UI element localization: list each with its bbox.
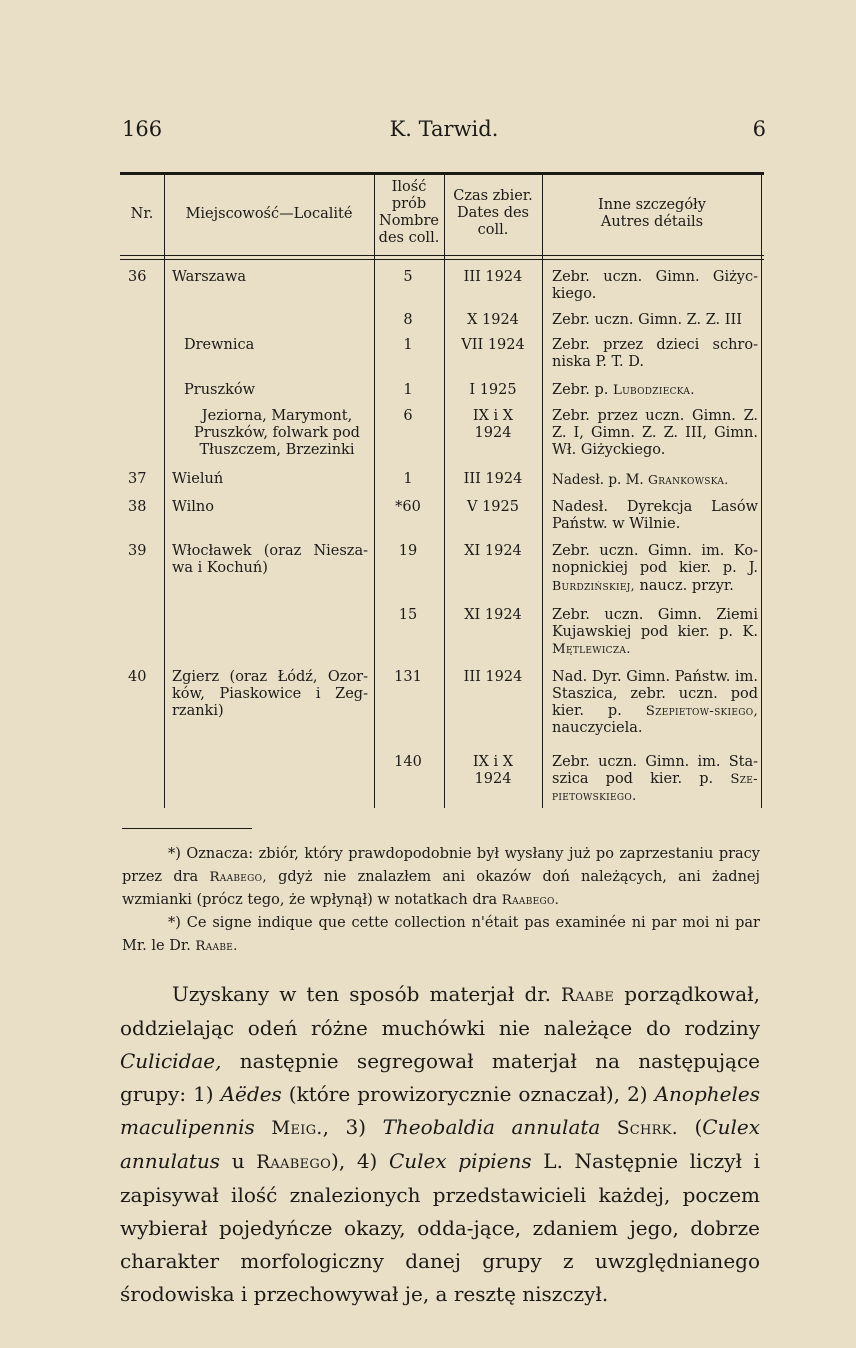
footnote-rule <box>122 828 252 829</box>
header-notes: Inne szczegóły Autres détails <box>598 197 706 230</box>
header-count: Ilość prób Nombre des coll. <box>378 179 440 246</box>
header-date: Czas zbier. Dates des coll. <box>453 188 533 238</box>
body-text <box>120 978 760 1311</box>
table-top-rule <box>120 172 764 175</box>
page-number: 166 <box>122 117 163 141</box>
col-divider-3 <box>444 172 445 808</box>
collection-table: Nr. Miejscowość—Localité Ilość prób Nombre des coll. Czas zbier. Dates des coll. Inne szczegóły Autres détails 36 Warszawa 5 III 1924 Zebr. uczn. Gimn. Giżyc-kiego. 8 X 1924 Zebr. uczn. Gimn. Z. Z. III Drewnica 1 VII 1924 Zebr. przez dzieci schro-niska P. T. D. Pruszków 1 I 1925 Zebr. p. Lubodziecka. Jeziorna, Marymont, Pruszków, folwark pod Tłuszczem, Brzezinki 6 IX i X 1924 Zebr. przez uczn. Gimn. Z. Z. I, Gimn. Z. Z. III, Gimn. Wł. Giżyckiego. 37 Wieluń 1 III 1924 Nadesł. p. M. Grankowska. 38 Wilno *60 V 1925 Nadesł. Dyrekcja Lasów Państw. w Wilnie. 39 Włocławek (oraz Niesza-wa i Kochuń) 19 XI 1924 Zebr. uczn. Gimn. im. Ko-nopnickiej pod kier. p. J. Burdzińskiej, naucz. przyr. 15 XI 1924 Zebr. uczn. Gimn. Ziemi Kujawskiej pod kier. p. K. Mętlewicza. 40 Zgierz (oraz Łódź, Ozor-ków, Piaskowice i Zeg-rzanki) 131 III 1924 Nad. Dyr. Gimn. Państw. im. Staszica, zebr. uczn. pod kier. p. Szepietow-skiego, nauczyciela. 140 IX i X 1924 Zebr. uczn. Gimn. im. Sta-szica pod kier. p. Sze-pietowskiego. <box>120 172 764 808</box>
footnotes <box>122 843 760 958</box>
col-divider-1 <box>164 172 165 808</box>
col-divider-2 <box>374 172 375 808</box>
running-head <box>122 117 766 147</box>
running-head-author: K. Tarwid. <box>389 117 499 141</box>
table-header-rule-2 <box>120 259 764 260</box>
body-paragraph: Uzyskany w ten sposób materjał dr. Raabe porządkował, oddzielając odeń różne muchówki nie należące do rodziny Culicidae, następnie segregował materjał na następujące grupy: 1) Aëdes (które prowizorycznie oznaczał), 2) Anopheles maculipennis Meig., 3) Theobaldia annulata Schrk. (Culex annulatus u Raabego), 4) Culex pipiens L. Następnie liczył i zapisywał ilość znalezionych przedstawicieli każdej, poczem wybierał pojedyńcze okazy, odda-jące, zdaniem jego, dobrze charakter morfologiczny danej grupy z uwzględnianego środowiska i przechowywał je, a resztę niszczył. <box>120 982 760 1306</box>
running-head-mark: 6 <box>752 117 766 141</box>
col-divider-4 <box>542 172 543 808</box>
table-header-rule <box>120 255 764 256</box>
header-nr: Nr. <box>130 206 154 222</box>
col-divider-5 <box>761 172 762 808</box>
footnote-polish: *) Oznacza: zbiór, który prawdopodobnie był wysłany już po zaprzestaniu pracy przez dra Raabego, gdyż nie znalazłem ani okazów doń należących, ani żadnej wzmianki (prócz tego, że wpłynął) w notatkach dra Raabego. <box>122 846 760 908</box>
footnote-french: *) Ce signe indique que cette collection n'était pas examinée ni par moi ni par Mr. le Dr. Raabe. <box>122 915 760 954</box>
header-locality: Miejscowość—Localité <box>185 206 353 222</box>
